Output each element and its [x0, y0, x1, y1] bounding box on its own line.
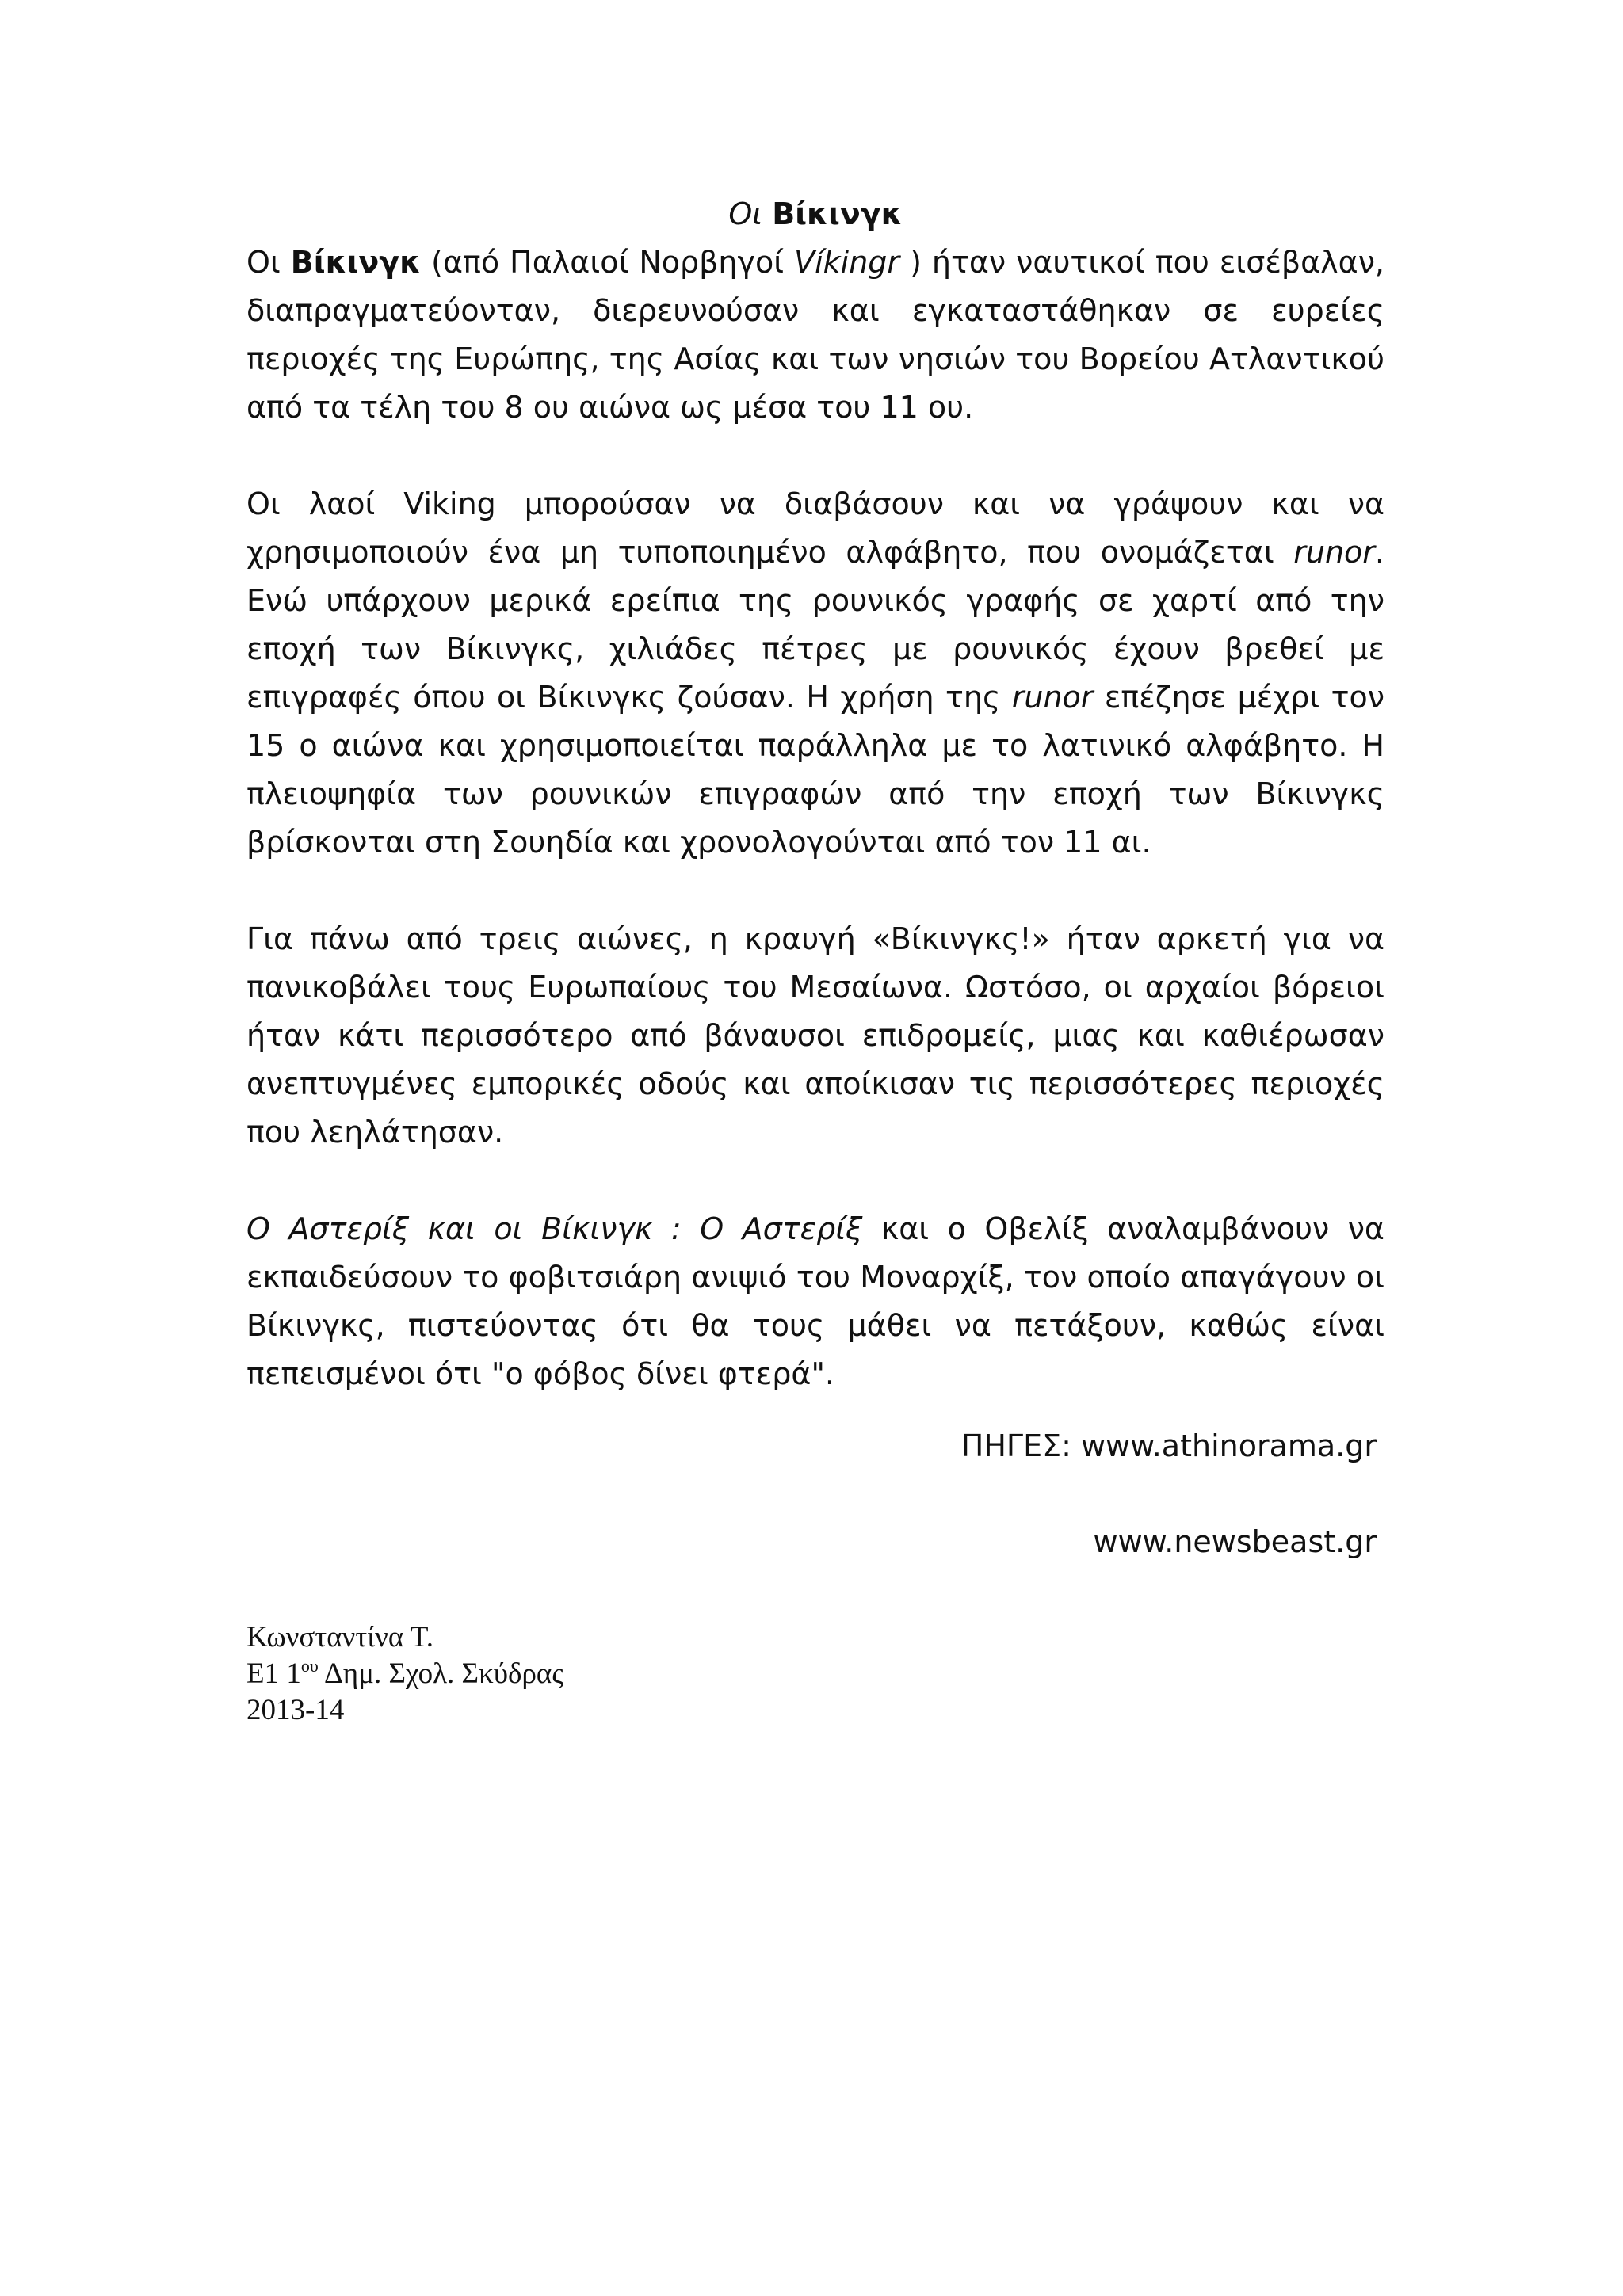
paragraph-history: Για πάνω από τρεις αιώνες, η κραυγή «Βίκινγκς!» ήταν αρκετή για να πανικοβάλει τους Ευρωπαίους του Μεσαίωνα. Ωστόσο, οι αρχαίοι βόρειοι ήταν κάτι περισσότερο από βάναυσοι επιδρομείς, μιας και καθιέρωσαν ανεπτυγμένες εμπορικές οδούς και αποίκισαν τις περισσότερες περιοχές που λεηλάτησαν. — [246, 921, 1384, 1150]
title-prefix: Οι — [728, 196, 773, 231]
author-class-suffix: Δημ. Σχολ. Σκύδρας — [318, 1657, 563, 1690]
paragraph-asterix — [246, 1205, 1384, 1398]
intro-part1: (από Παλαιοί Νορβηγοί — [421, 245, 795, 280]
runes-italic2: runor — [1011, 680, 1094, 715]
source-line-newsbeast: www.newsbeast.gr — [1093, 1524, 1377, 1559]
author-class — [246, 1656, 563, 1692]
asterix-italic: Ο Αστερίξ και οι Βίκινγκ : Ο Αστερίξ — [246, 1211, 863, 1246]
asterix-rest: και ο Οβελίξ αναλαμβάνουν να εκπαιδεύσουν το φοβιτσιάρη ανιψιό του Μοναρχίξ, τον οποίο απαγάγουν οι Βίκινγκς, πιστεύοντας ότι θα τους μάθει να πετάξουν, καθώς είναι πεπεισμένοι ότι "ο φόβος δίνει φτερά". — [246, 1211, 1384, 1391]
intro-part2: ) ήταν ναυτικοί που εισέβαλαν, διαπραγματεύονταν, διερευνούσαν και εγκαταστάθηκαν σε ευρείες περιοχές της Ευρώπης, της Ασίας και των νησιών του Βορείου Ατλαντικού από τα τέλη του 8 ου αιώνα ως μέσα του 11 ου. — [246, 245, 1384, 425]
intro-italic: Víkingr — [794, 245, 900, 280]
document-body — [246, 190, 1384, 1398]
intro-lead: Οι — [246, 245, 291, 280]
sources-block — [743, 1422, 1377, 1566]
title-bold: Βίκινγκ — [772, 196, 903, 231]
author-class-sup: ου — [300, 1656, 319, 1676]
author-year: 2013-14 — [246, 1694, 345, 1726]
runes-part1: Οι λαοί Viking μπορούσαν να διαβάσουν και να γράψουν και να χρησιμοποιούν ένα μη τυποποιημένο αλφάβητο, που ονομάζεται — [246, 486, 1384, 570]
author-class-prefix: Ε1 1 — [246, 1657, 301, 1690]
runes-part2: . Ενώ υπάρχουν μερικά ερείπια της ρουνικός γραφής σε χαρτί από την εποχή των Βίκινγκς, χιλιάδες πέτρες με ρουνικός έχουν βρεθεί με επιγραφές όπου οι Βίκινγκς ζούσαν. Η χρήση της — [246, 535, 1384, 715]
intro-bold: Βίκινγκ — [290, 245, 422, 280]
author-name: Κωνσταντίνα Τ. — [246, 1621, 433, 1653]
paragraph-gap — [246, 1157, 1384, 1205]
source-line-athinorama: ΠΗΓΕΣ: www.athinorama.gr — [960, 1428, 1377, 1463]
paragraph-gap — [246, 867, 1384, 915]
author-block — [246, 1619, 563, 1729]
runes-part3: επέζησε μέχρι τον 15 ο αιώνα και χρησιμοποιείται παράλληλα με το λατινικό αλφάβητο. Η πλειοψηφία των ρουνικών επιγραφών από την εποχή των Βίκινγκς βρίσκονται στη Σουηδία και χρονολογούνται από τον 11 αι. — [246, 680, 1384, 860]
runes-italic1: runor — [1293, 535, 1375, 570]
paragraph-runes — [246, 480, 1384, 867]
document-title — [246, 190, 1384, 238]
paragraph-gap — [246, 432, 1384, 480]
paragraph-intro — [246, 238, 1384, 432]
